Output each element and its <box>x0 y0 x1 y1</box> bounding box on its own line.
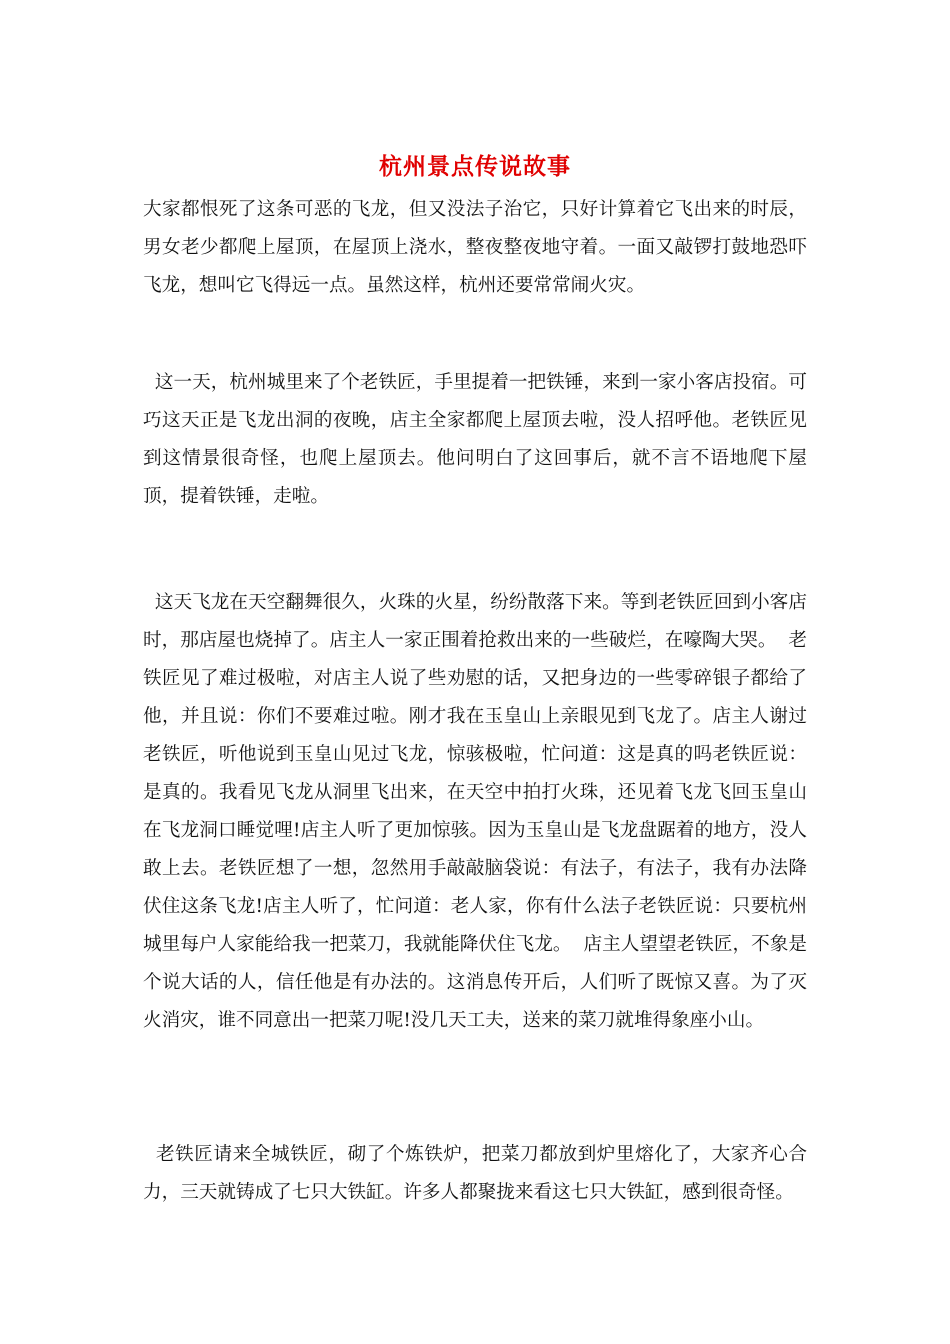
paragraph-2: 这一天，杭州城里来了个老铁匠，手里提着一把铁锤，来到一家小客店投宿。可巧这天正是飞龙出洞的夜晚，店主全家都爬上屋顶去啦，没人招呼他。老铁匠见到这情景很奇怪，也爬上屋顶去。他问明白了这回事后，就不言不语地爬下屋顶，提着铁锤，走啦。 <box>143 372 807 507</box>
paragraph-4: 老铁匠请来全城铁匠，砌了个炼铁炉，把菜刀都放到炉里熔化了，大家齐心合力，三天就铸成了七只大铁缸。许多人都聚拢来看这七只大铁缸，感到很奇怪。 <box>143 1144 807 1203</box>
paragraph-1: 大家都恨死了这条可恶的飞龙，但又没法子治它，只好计算着它飞出来的时辰，男女老少都爬上屋顶，在屋顶上浇水，整夜整夜地守着。一面又敲锣打鼓地恐吓飞龙，想叫它飞得远一点。虽然这样，杭州还要常常闹火灾。 <box>143 199 807 296</box>
document-title: 杭州景点传说故事 <box>379 153 571 180</box>
paragraph-3: 这天飞龙在天空翻舞很久，火珠的火星，纷纷散落下来。等到老铁匠回到小客店时，那店屋也烧掉了。店主人一家正围着抢救出来的一些破烂，在嚎陶大哭。 老铁匠见了难过极啦，对店主人说了些劝慰的话，又把身边的一些零碎银子都给了他，并且说：你们不要难过啦。刚才我在玉皇山上亲眼见到飞龙了。店主人谢过老铁匠，听他说到玉皇山见过飞龙，惊骇极啦，忙问道：这是真的吗老铁匠说：是真的。我看见飞龙从洞里飞出来，在天空中拍打火珠，还见着飞龙飞回玉皇山在飞龙洞口睡觉哩!店主人听了更加惊骇。因为玉皇山是飞龙盘踞着的地方，没人敢上去。老铁匠想了一想，忽然用手敲敲脑袋说：有法子，有法子，我有办法降伏住这条飞龙!店主人听了，忙问道：老人家，你有什么法子老铁匠说：只要杭州城里每户人家能给我一把菜刀，我就能降伏住飞龙。 店主人望望老铁匠，不象是个说大话的人，信任他是有办法的。这消息传开后，人们听了既惊又喜。为了灭火消灾，谁不同意出一把菜刀呢!没几天工夫，送来的菜刀就堆得象座小山。 <box>143 592 807 1031</box>
